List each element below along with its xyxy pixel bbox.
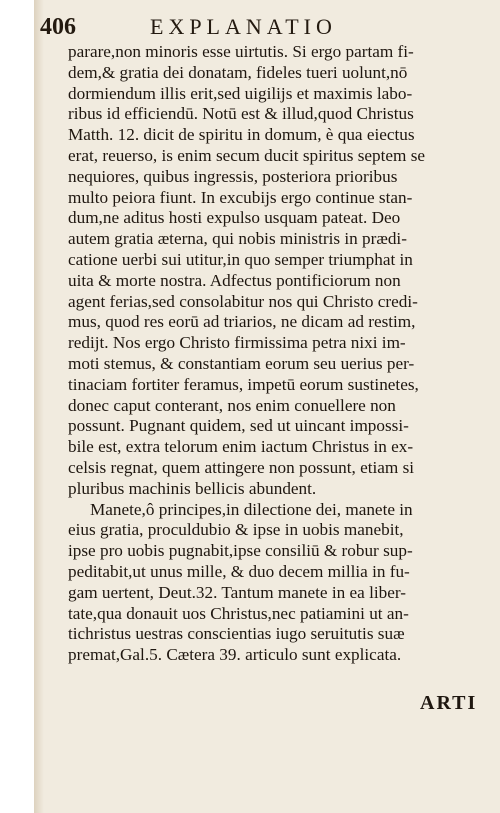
text-line: ipse pro uobis pugnabit,ipse consiliū & robur sup- — [68, 541, 413, 561]
text-line: tate,qua donauit uos Christus,nec patiamini ut an- — [68, 603, 409, 623]
text-line: tinaciam fortiter feramus, impetū eorum sustinetes, — [68, 374, 419, 394]
text-line: multo peiora fiunt. In excubijs ergo continue stan- — [68, 187, 413, 207]
text-line: donec caput conterant, nos enim conuellere non — [68, 395, 396, 415]
page-gutter-shadow — [34, 0, 44, 813]
text-line: nequiores, quibus ingressis, posteriora prioribus — [68, 166, 398, 186]
text-line: Matth. 12. dicit de spiritu in domum, è qua eiectus — [68, 125, 415, 145]
text-line: redijt. Nos ergo Christo firmissima petra nixi im- — [68, 333, 406, 353]
text-line: possunt. Pugnant quidem, sed ut uincant impossi- — [68, 416, 409, 436]
text-line: dem,& gratia dei donatam, fideles tueri uolunt,nō — [68, 62, 408, 82]
text-line: premat,Gal.5. Cætera 39. articulo sunt explicata. — [68, 645, 402, 665]
running-head: EXPLANATIO — [150, 14, 337, 39]
text-line: bile est, extra telorum enim iactum Christus in ex- — [68, 437, 414, 457]
text-line: dum,ne aditus hosti expulso usquam pateat. Deo — [68, 208, 401, 228]
text-line: erat, reuerso, is enim secum ducit spiritus septem se — [68, 145, 426, 165]
text-line: celsis regnat, quem attingere non possunt, etiam si — [68, 457, 415, 477]
text-line: dormiendum illis erit,sed uigilijs et maximis labo- — [68, 83, 413, 103]
text-line: parare,non minoris esse uirtutis. Si ergo partam fi- — [68, 42, 414, 61]
catchword: ARTI — [420, 692, 478, 714]
text-line: autem gratia æterna, qui nobis ministris in prædi- — [68, 229, 407, 249]
text-line: ribus id efficiendū. Notū est & illud,quod Christus — [68, 104, 414, 124]
text-line: uita & morte nostra. Adfectus pontificiorum non — [68, 270, 401, 290]
text-line: mus, quod res eorū ad triarios, ne dicam ad restim, — [68, 312, 416, 332]
text-line: catione uerbi sui utitur,in quo semper triumphat in — [68, 249, 413, 269]
text-line: eius gratia, proculdubio & ipse in uobis manebit, — [68, 520, 404, 540]
paragraph-start-line: Manete,ô principes,in dilectione dei, manete in — [90, 499, 413, 519]
text-line: pluribus machinis bellicis abundent. — [68, 478, 317, 498]
text-line: agent ferias,sed consolabitur nos qui Christo credi- — [68, 291, 418, 311]
page-number: 406 — [40, 14, 76, 40]
text-line: moti stemus, & constantiam eorum seu uerius per- — [68, 353, 415, 373]
text-line: peditabit,ut unus mille, & duo decem millia in fu- — [68, 561, 410, 581]
text-line: tichristus uestras conscientias iugo seruitutis suæ — [68, 624, 405, 644]
body-text — [68, 42, 468, 666]
text-line: gam uertent, Deut.32. Tantum manete in ea liber- — [68, 582, 406, 602]
